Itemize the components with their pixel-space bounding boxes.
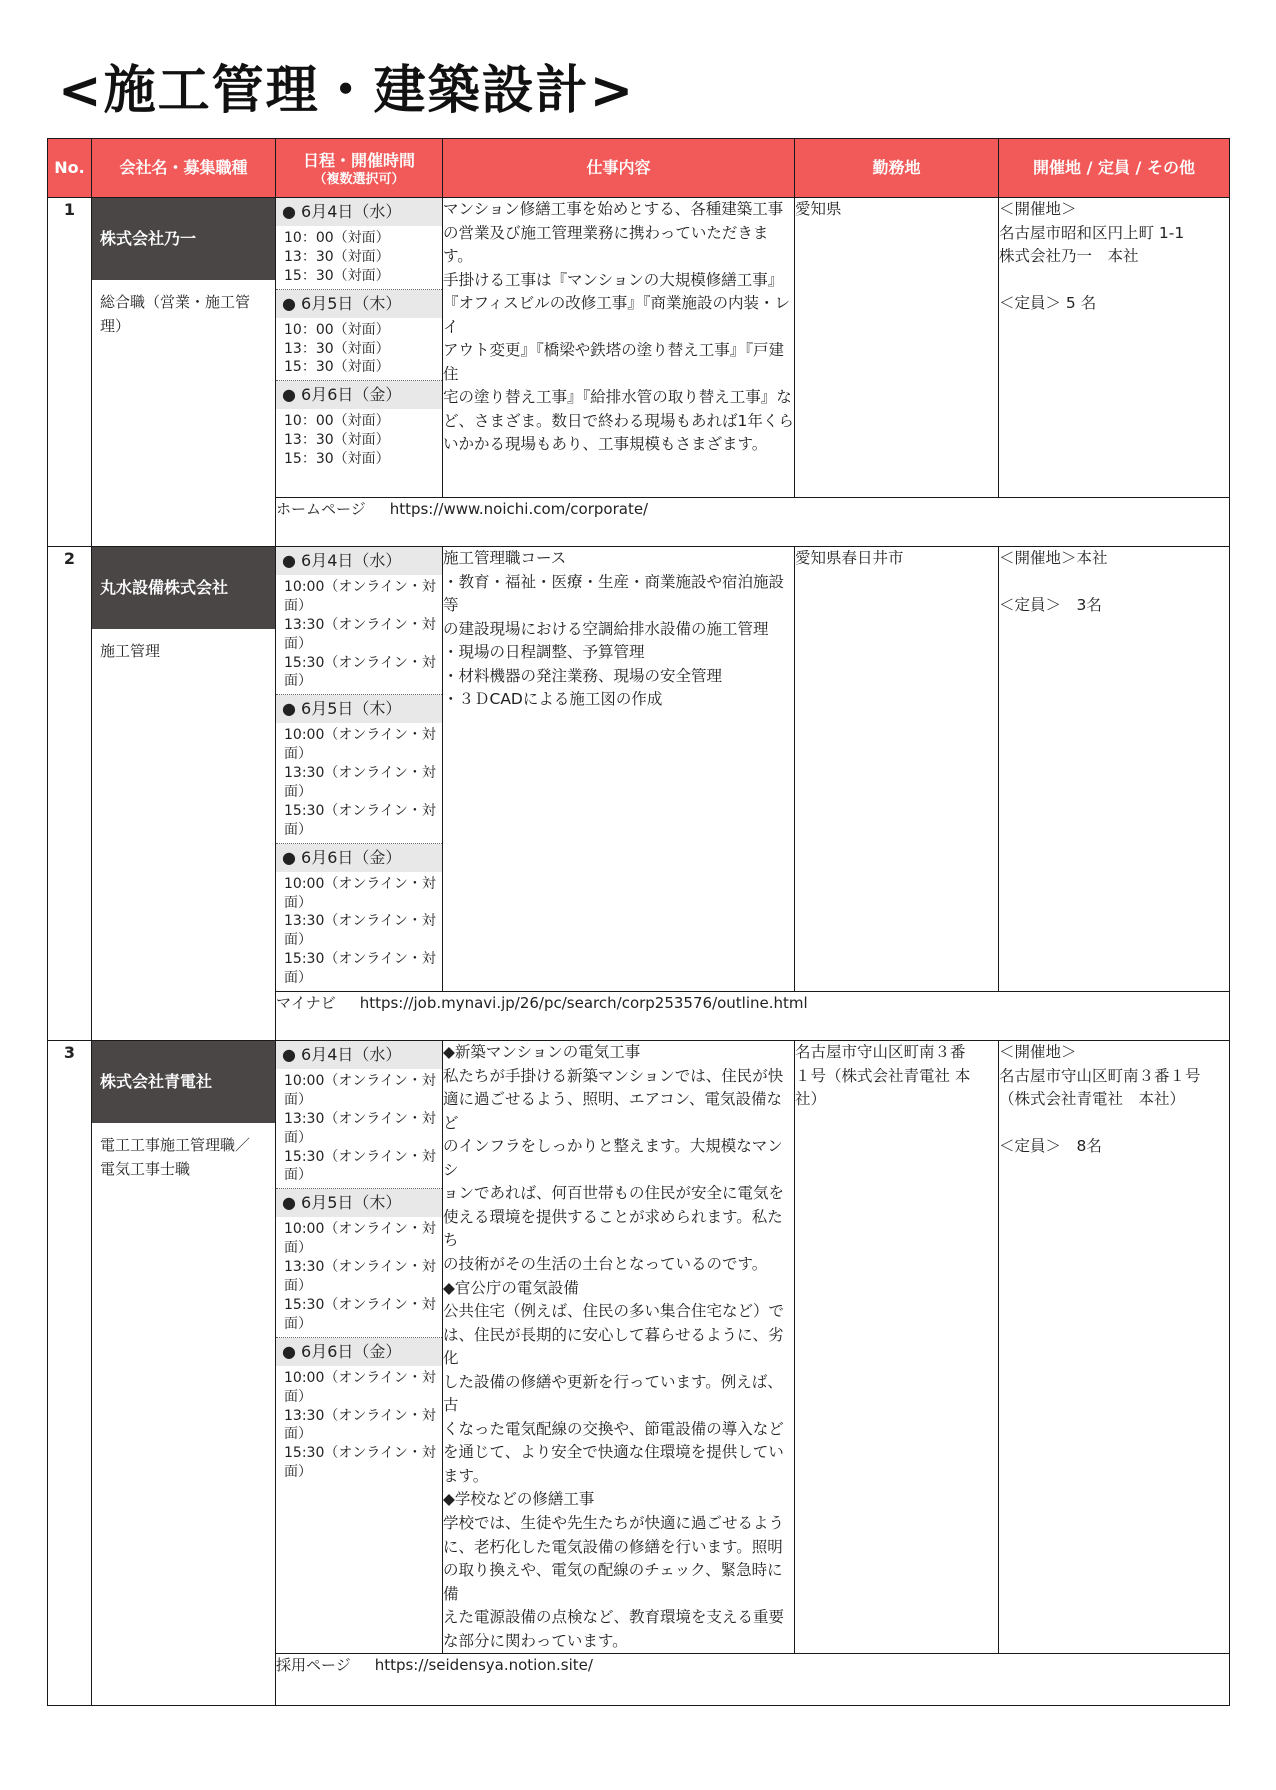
company-cell [92,547,276,1041]
schedule-date: ● 6月4日（水） [276,1041,442,1069]
header-schedule-sub: （複数選択可） [313,171,405,187]
company-row [48,1041,1230,1654]
job-type: 総合職（営業・施工管理） [100,293,251,335]
schedule-date: ● 6月5日（木） [276,1189,442,1217]
company-cell [92,1041,276,1706]
header-no: No. [48,139,92,198]
company-cell [92,198,276,547]
header-venue: 開催地 / 定員 / その他 [999,139,1230,198]
link-cell [276,992,1230,1041]
schedule-times: 10:00（オンライン・対面） 13:30（オンライン・対面） 15:30（オンライン・対面） [284,579,436,690]
schedule-date: ● 6月4日（水） [276,198,442,226]
work-location: 名古屋市守山区町南３番 １号（株式会社青電社 本 社） [795,1041,999,1654]
row-number: 3 [48,1041,92,1706]
header-schedule-label: 日程・開催時間 [302,150,415,170]
header-location: 勤務地 [795,139,999,198]
schedule-day [276,381,442,472]
schedule-cell [276,198,443,498]
row-number: 2 [48,547,92,1041]
header-company: 会社名・募集職種 [92,139,276,198]
company-row [48,547,1230,992]
job-type: 電工工事施工管理職／ 電気工事士職 [100,1136,251,1179]
table-header-row [48,139,1230,198]
work-location: 愛知県 [795,198,999,498]
company-name: 株式会社乃一 [92,198,275,280]
schedule-times: 10:00（オンライン・対面） 13:30（オンライン・対面） 15:30（オンライン・対面） [284,1369,436,1481]
job-description: ◆新築マンションの電気工事 私たちが手掛ける新築マンションでは、住民が快 適に過ごせるよう、照明、エアコン、電気設備など のインフラをしっかりと整えます。大規模なマンシ ョンであれば、何百世帯もの住民が安全に電気を 使える環境を提供することが求められます。私たち の技術がその生活の土台となっているのです。 ◆官公庁の電気設備 公共住宅（例えば、住民の多い集合住宅など）で は、住民が長期的に安心して暮らせるように、劣化 した設備の修繕や更新を行っています。例えば、古 くなった電気配線の交換や、節電設備の導入など を通じて、より安全で快適な住環境を提供してい ます。 ◆学校などの修繕工事 学校では、生徒や先生たちが快適に過ごせるよう に、老朽化した電気設備の修繕を行います。照明 の取り換えや、電気の配線のチェック、緊急時に備 えた電源設備の点検など、教育環境を支える重要 な部分に関わっています。 [443,1041,795,1654]
schedule-date: ● 6月4日（水） [276,547,442,575]
schedule-day [276,695,442,843]
schedule-date: ● 6月6日（金） [276,381,442,409]
job-type: 施工管理 [100,642,161,660]
schedule-day [276,844,442,991]
link-cell [276,1654,1230,1706]
schedule-times: 10:00（オンライン・対面） 13:30（オンライン・対面） 15:30（オンライン・対面） [284,1221,436,1332]
venue-info: ＜開催地＞本社 ＜定員＞ 3名 [999,547,1230,992]
schedule-times: 10：00（対面） 13：30（対面） 15：30（対面） [284,230,390,284]
link-label: マイナビ [276,994,336,1013]
job-fair-table [47,138,1230,1706]
job-description: マンション修繕工事を始めとする、各種建築工事 の営業及び施工管理業務に携わっていただきま す。 手掛ける工事は『マンションの大規模修繕工事』 『オフィスビルの改修工事』『商業施設の内装・レイ アウト変更』『橋梁や鉄塔の塗り替え工事』『戸建住 宅の塗り替え工事』『給排水管の取り替え工事』な ど、さまざま。数日で終わる現場もあれば1年くら いかかる現場もあり、工事規模もさまざます。 [443,198,795,498]
schedule-times: 10：00（対面） 13：30（対面） 15：30（対面） [284,413,390,468]
schedule-date: ● 6月6日（金） [276,1338,442,1366]
schedule-day [276,290,442,382]
company-row [48,198,1230,498]
link-cell [276,498,1230,547]
schedule-times: 10:00（オンライン・対面） 13:30（オンライン・対面） 15:30（オンライン・対面） [284,875,436,987]
schedule-date: ● 6月5日（木） [276,695,442,723]
schedule-times: 10:00（オンライン・対面） 13:30（オンライン・対面） 15:30（オンライン・対面） [284,1073,436,1184]
link-url[interactable]: https://www.noichi.com/corporate/ [389,500,649,518]
schedule-times: 10:00（オンライン・対面） 13:30（オンライン・対面） 15:30（オンライン・対面） [284,727,436,838]
schedule-day [276,1338,442,1485]
link-label: ホームページ [276,500,366,518]
link-url[interactable]: https://seidensya.notion.site/ [374,1656,593,1675]
page-title: <施工管理・建築設計> [58,61,636,121]
schedule-date: ● 6月5日（木） [276,290,442,318]
work-location: 愛知県春日井市 [795,547,999,992]
schedule-cell [276,547,443,992]
schedule-day [276,198,442,290]
link-label: 採用ページ [276,1656,351,1675]
job-description: 施工管理職コース ・教育・福祉・医療・生産・商業施設や宿泊施設等 の建設現場における空調給排水設備の施工管理 ・現場の日程調整、予算管理 ・材料機器の発注業務、現場の安全管理 ・３ＤCADによる施工図の作成 [443,547,795,992]
company-name: 株式会社青電社 [92,1041,275,1123]
schedule-day [276,547,442,695]
row-number: 1 [48,198,92,547]
company-name: 丸水設備株式会社 [92,547,275,629]
link-url[interactable]: https://job.mynavi.jp/26/pc/search/corp253576/outline.html [359,994,808,1013]
schedule-cell [276,1041,443,1654]
venue-info: ＜開催地＞ 名古屋市昭和区円上町 1-1 株式会社乃一 本社 ＜定員＞ 5 名 [999,198,1230,498]
schedule-times: 10：00（対面） 13：30（対面） 15：30（対面） [284,321,390,376]
schedule-day [276,1189,442,1337]
venue-info: ＜開催地＞ 名古屋市守山区町南３番１号 （株式会社青電社 本社） ＜定員＞ 8名 [999,1041,1230,1654]
header-schedule [276,139,443,198]
schedule-date: ● 6月6日（金） [276,844,442,872]
header-job: 仕事内容 [443,139,795,198]
schedule-day [276,1041,442,1189]
